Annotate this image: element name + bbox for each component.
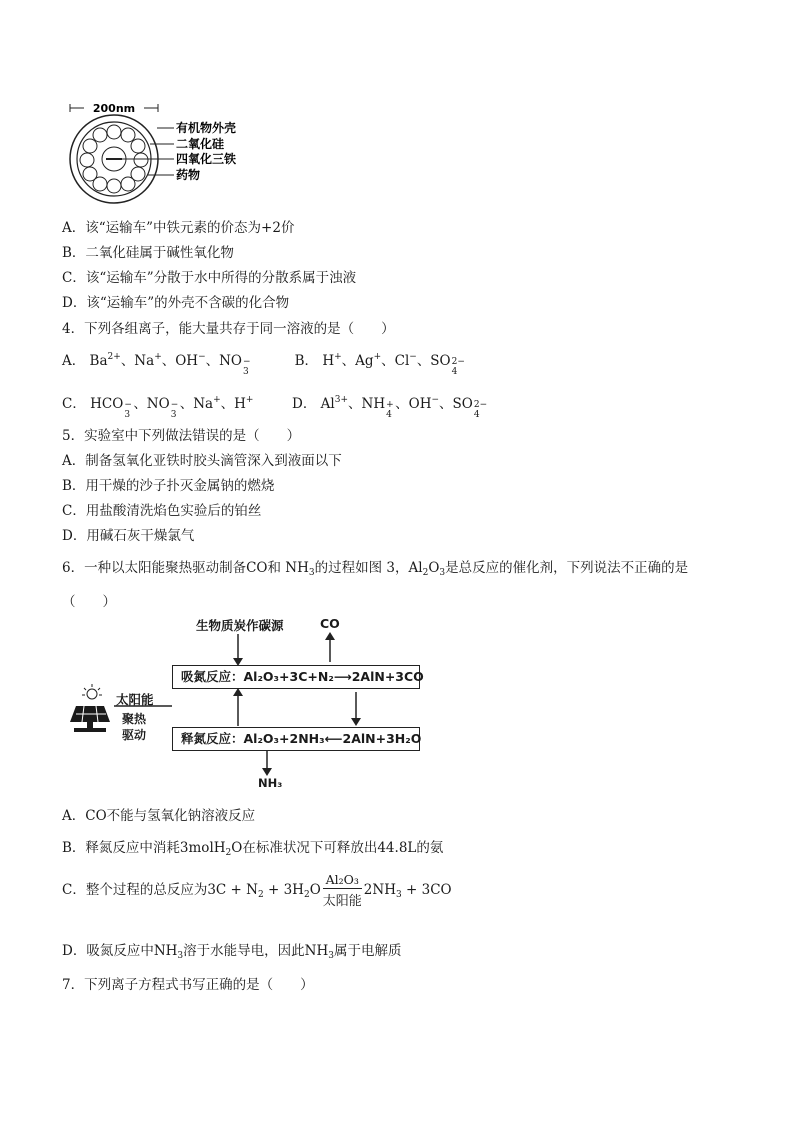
absorb-reaction-box: 吸氮反应：Al₂O₃+3C+N₂⟶2AlN+3CO	[172, 665, 420, 689]
q6-option-a: A．CO不能与氢氧化钠溶液反应	[62, 808, 256, 824]
q4-option-d-ions: $Al^{3+}$、NH + 4 、OH−、SO 2− 4	[320, 395, 488, 420]
carbon-source-label: 生物质炭作碳源	[196, 618, 284, 633]
solar-label: 太阳能	[116, 692, 154, 707]
q4-option-a-ions: $Ba^{2+}$、Na+、OH−、NO − 3	[89, 352, 251, 377]
q6-option-b: B．释氮反应中消耗3molH$_2$O在标准状况下可释放出44.8L的氨	[62, 840, 444, 858]
q5-option-c: C．用盐酸清洗焰色实验后的铂丝	[62, 503, 262, 519]
co-label: CO	[320, 616, 340, 631]
q4-option-c-ions: HCO − 3 、NO − 3 、Na+、H+	[90, 395, 254, 420]
q5-option-d: D．用碱石灰干燥氯气	[62, 528, 195, 544]
q6-stem: 6．一种以太阳能聚热驱动制备CO和 $NH_3$的过程如图 3，$Al_2O_3$是总反应的催化剂，下列说法不正确的是	[62, 560, 689, 578]
drive-label-1: 聚热	[122, 712, 147, 726]
q4-option-a-label: A．	[62, 353, 86, 369]
q3-option-c: C．该“运输车”分散于水中所得的分散系属于浊液	[62, 270, 357, 286]
q3-option-a: A．该“运输车”中铁元素的价态为+2价	[62, 220, 295, 236]
q6-option-d: D．吸氮反应中$NH_3$溶于水能导电，因此$NH_3$属于电解质	[62, 943, 402, 961]
process-diagram	[62, 618, 422, 796]
q7-stem: 7．下列离子方程式书写正确的是（ ）	[62, 977, 314, 993]
q4-option-d-label: D．	[292, 396, 317, 412]
nanoparticle-figure	[62, 98, 262, 208]
q5-stem: 5．实验室中下列做法错误的是（ ）	[62, 428, 301, 444]
release-reaction-box: 释氮反应：Al₂O₃+2NH₃⟵2AlN+3H₂O	[172, 727, 420, 751]
label-shell: 有机物外壳	[176, 121, 237, 135]
q4-option-c-label: C．	[62, 396, 86, 412]
q4-stem: 4．下列各组离子，能大量共存于同一溶液的是（ ）	[62, 321, 395, 337]
label-drug: 药物	[176, 168, 201, 182]
q6-option-c: C．整个过程的总反应为$3C + N_2 + 3H_2O$ $\frac{\text{Al₂O₃}}{\text{太阳能}}$ $2NH_3 + 3CO$	[62, 872, 452, 909]
solar-panel-icon	[70, 684, 110, 732]
q4-option-b-label: B．	[294, 353, 319, 369]
nh3-label: NH₃	[258, 776, 283, 790]
label-fe3o4: 四氧化三铁	[176, 152, 237, 166]
reaction-condition: $\frac{\text{Al₂O₃}}{\text{太阳能}}$	[322, 872, 362, 909]
q6-stem-cont: （ ）	[62, 594, 116, 610]
q3-option-b: B．二氧化硅属于碱性氧化物	[62, 245, 234, 261]
q4-row-cd	[62, 392, 488, 420]
q3-option-d: D．该“运输车”的外壳不含碳的化合物	[62, 295, 290, 311]
label-sio2: 二氧化硅	[176, 137, 225, 151]
q5-option-a: A．制备氢氧化亚铁时胶头滴管深入到液面以下	[62, 453, 342, 469]
q4-row-ab	[62, 349, 465, 377]
scale-label: 200nm	[92, 102, 136, 115]
drive-label-2: 驱动	[122, 728, 147, 742]
q4-option-b-ions: H+、Ag+、Cl−、SO 2− 4	[322, 352, 465, 377]
q5-option-b: B．用干燥的沙子扑灭金属钠的燃烧	[62, 478, 275, 494]
